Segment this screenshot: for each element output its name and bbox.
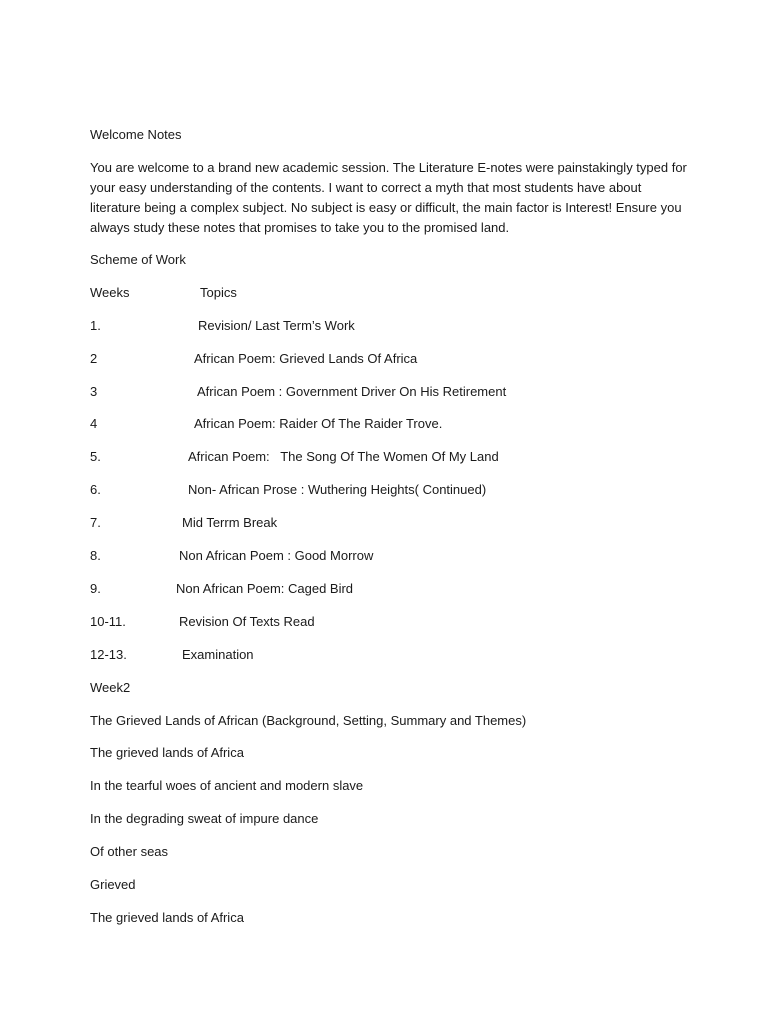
week-topic: Non African Poem : Good Morrow: [179, 548, 374, 563]
week-topic: African Poem: Grieved Lands Of Africa: [194, 351, 418, 366]
week-number: 9.: [90, 581, 101, 596]
week-number: 7.: [90, 515, 101, 530]
week-number: 10-11.: [90, 614, 126, 629]
intro-line: literature being a complex subject. No subject is easy or difficult, the main factor is Interest! Ensure you: [90, 200, 682, 215]
schedule-row: [90, 647, 690, 663]
week2-heading: Week2: [90, 680, 131, 695]
week-number: 5.: [90, 449, 101, 464]
scheme-heading: Scheme of Work: [90, 252, 186, 267]
schedule-row: [90, 449, 690, 465]
poem-line: In the tearful woes of ancient and modern slave: [90, 778, 364, 793]
poem-line: Grieved: [90, 877, 136, 892]
poem-line: In the degrading sweat of impure dance: [90, 811, 319, 826]
week-topic: Examination: [182, 647, 254, 662]
week-number: 2: [90, 351, 98, 366]
week-topic: Revision Of Texts Read: [179, 614, 315, 629]
schedule-row: [90, 416, 690, 432]
week-number: 8.: [90, 548, 101, 563]
schedule-row: [90, 351, 690, 367]
week-number: 1.: [90, 318, 101, 333]
schedule-row: [90, 482, 690, 498]
intro-line: always study these notes that promises to take you to the promised land.: [90, 220, 510, 235]
week-topic: African Poem : Government Driver On His Retirement: [197, 384, 507, 399]
schedule-row: [90, 581, 690, 597]
welcome-heading: Welcome Notes: [90, 127, 182, 142]
week-number: 3: [90, 384, 98, 399]
week-topic: Mid Terrm Break: [182, 515, 278, 530]
schedule-row: [90, 614, 690, 630]
schedule-row: [90, 318, 690, 334]
poem-line: The grieved lands of Africa: [90, 910, 244, 925]
schedule-header-row: [90, 285, 690, 301]
schedule-row: [90, 548, 690, 564]
week-number: 4: [90, 416, 98, 431]
week-topic: Non African Poem: Caged Bird: [176, 581, 354, 596]
weeks-column-header: Weeks: [90, 285, 130, 300]
topics-column-header: Topics: [200, 285, 237, 300]
week-topic: Non- African Prose : Wuthering Heights( Continued): [188, 482, 487, 497]
week-number: 6.: [90, 482, 101, 497]
week-topic: African Poem: The Song Of The Women Of My Land: [188, 449, 499, 464]
week-topic: Revision/ Last Term’s Work: [198, 318, 355, 333]
poem-line: The grieved lands of Africa: [90, 745, 244, 760]
week-number: 12-13.: [90, 647, 127, 662]
schedule-row: [90, 515, 690, 531]
schedule-row: [90, 384, 690, 400]
week-topic: African Poem: Raider Of The Raider Trove.: [194, 416, 443, 431]
poem-line: Of other seas: [90, 844, 169, 859]
intro-line: your easy understanding of the contents. I want to correct a myth that most students have about: [90, 180, 642, 195]
intro-paragraph: [90, 158, 690, 238]
intro-line: You are welcome to a brand new academic session. The Literature E-notes were painstakingly typed for: [90, 160, 687, 175]
week2-title: The Grieved Lands of African (Background, Setting, Summary and Themes): [90, 713, 527, 728]
